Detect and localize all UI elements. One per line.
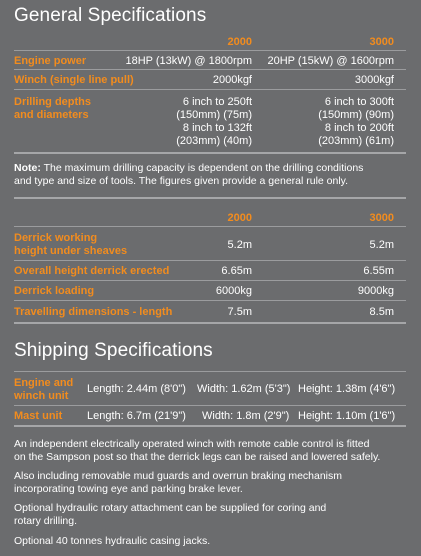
rotary-paragraph-line1: Optional hydraulic rotary attachment can be supplied for coring and [14,502,327,514]
travelling-length-label: Travelling dimensions - length [14,306,173,318]
drilling-3000-line3: 8 inch to 200ft [324,122,394,134]
derrick-working-2000: 5.2m [227,239,252,251]
engine-winch-unit-label-line1: Engine and [14,377,74,389]
divider [14,280,406,281]
engine-power-2000: 18HP (13kW) @ 1800rpm [125,55,252,67]
note-label: Note: [14,162,41,174]
winch-paragraph-line2: on the Sampson post so that the derrick legs can be raised and lowered safely. [14,450,381,463]
winch-2000: 2000kgf [212,74,252,86]
divider [14,197,406,199]
engine-winch-unit-label-line2: winch unit [14,390,69,402]
divider [14,69,406,70]
mudguards-paragraph-line1: Also including removable mud guards and overrun braking mechanism [14,470,343,482]
divider [14,405,406,406]
drilling-3000-line1: 6 inch to 300ft [324,96,394,108]
drilling-label-line2: and diameters [14,109,89,121]
winch-3000: 3000kgf [354,74,394,86]
overall-height-label: Overall height derrick erected [14,265,170,277]
engine-unit-width: Width: 1.62m (5'3") [197,383,291,395]
derrick-col-header-2000: 2000 [227,212,252,224]
derrick-loading-2000: 6000kg [215,285,252,297]
note-text-line1: The maximum drilling capacity is dependent on the drilling conditions [40,162,364,174]
divider [14,260,406,261]
divider [14,152,406,154]
divider [14,322,406,324]
engine-unit-length: Length: 2.44m (8'0") [87,383,186,395]
derrick-loading-3000: 9000kg [357,285,394,297]
casing-jacks-paragraph [14,535,409,548]
drilling-2000-line3: 8 inch to 132ft [182,122,252,134]
divider [14,300,406,301]
divider [14,371,406,372]
mast-unit-height: Height: 1.10m (1'6") [298,410,396,422]
general-specs-title: General Specifications [14,5,207,26]
mudguards-paragraph-line2: incorporating towing eye and parking brake lever. [14,482,243,495]
engine-power-3000: 20HP (15kW) @ 1600rpm [267,55,394,67]
drilling-2000-line4: (203mm) (40m) [176,135,252,147]
winch-label: Winch (single line pull) [14,74,134,86]
travelling-length-3000: 8.5m [369,306,394,318]
mudguards-paragraph [14,470,409,496]
col-header-2000: 2000 [227,36,252,48]
drilling-3000-line4: (203mm) (61m) [318,135,394,147]
rotary-paragraph-line2: rotary drilling. [14,514,78,527]
mast-unit-length: Length: 6.7m (21'9") [87,410,186,422]
derrick-col-header-3000: 3000 [369,212,394,224]
casing-jacks-paragraph-line1: Optional 40 tonnes hydraulic casing jacks. [14,535,211,547]
travelling-length-2000: 7.5m [227,306,252,318]
divider [14,89,406,90]
derrick-loading-label: Derrick loading [14,285,95,297]
drilling-3000-line2: (150mm) (90m) [318,109,394,121]
winch-paragraph-line1: An independent electrically operated winch with remote cable control is fitted [14,438,370,450]
divider [14,425,406,427]
drilling-note [14,162,409,188]
engine-unit-height: Height: 1.38m (4'6") [298,383,396,395]
derrick-working-3000: 5.2m [369,239,394,251]
engine-power-label: Engine power [14,55,87,67]
drilling-2000-line2: (150mm) (75m) [176,109,252,121]
overall-height-2000: 6.65m [221,265,252,277]
rotary-paragraph [14,502,409,528]
mast-unit-label: Mast unit [14,410,63,422]
divider [14,50,406,51]
col-header-3000: 3000 [369,36,394,48]
drilling-label-line1: Drilling depths [14,96,91,108]
shipping-specs-title: Shipping Specifications [14,340,213,361]
overall-height-3000: 6.55m [363,265,394,277]
mast-unit-width: Width: 1.8m (2'9") [202,410,290,422]
winch-paragraph [14,438,409,464]
note-text-line2: and type and size of tools. The figures given provide a general rule only. [14,175,349,187]
drilling-2000-line1: 6 inch to 250ft [182,96,252,108]
divider [14,226,406,227]
derrick-working-label-line2: height under sheaves [14,245,128,257]
derrick-working-label-line1: Derrick working [14,232,98,244]
